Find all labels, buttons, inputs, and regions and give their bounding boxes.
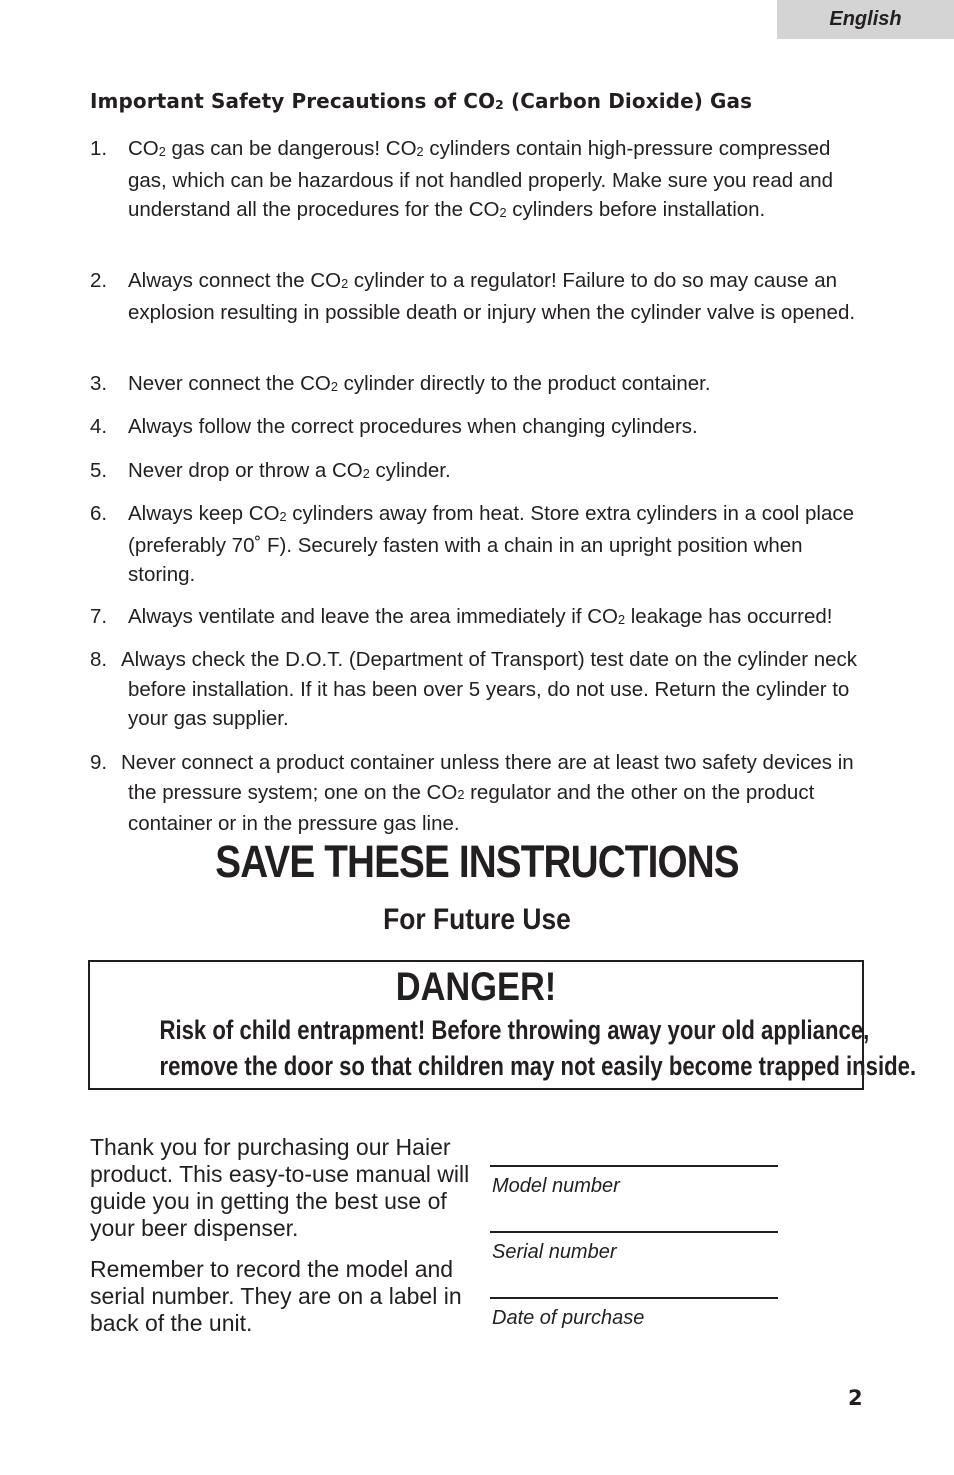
safety-item-5: 5. Never drop or throw a $CO_2$ cylinder. [90, 459, 451, 482]
safety-item-9: 9. Never connect a product container unless there are at least two safety devices in the pressure system; one on the $CO_2$ regulator and the other on the product container or in the pressure gas line. [90, 751, 854, 836]
save-instructions-title: SAVE THESE INSTRUCTIONS [215, 836, 739, 887]
model-number-field [490, 1165, 778, 1197]
safety-item-4: 4. Always follow the correct procedures when changing cylinders. [90, 415, 698, 438]
safety-item-3: 3. Never connect the $CO_2$ cylinder directly to the product container. [90, 372, 711, 395]
page-number: 2 [848, 1386, 863, 1410]
danger-title: DANGER! [395, 965, 557, 1009]
language-tab: English [777, 0, 954, 39]
safety-item-1: 1. $CO_2$ gas can be dangerous! $CO_2$ cylinders contain high-pressure compressed gas, which can be hazardous if not handled properly. Make sure you read and understand all the procedures for the $CO_2$ cylinders before installation. [90, 137, 834, 222]
date-of-purchase-label: Date of purchase [492, 1307, 645, 1329]
record-reminder-paragraph: Remember to record the model and serial number. They are on a label in back of the unit. [90, 1256, 462, 1336]
safety-item-7: 7. Always ventilate and leave the area immediately if $CO_2$ leakage has occurred! [90, 605, 833, 628]
danger-warning-box [88, 960, 917, 1090]
model-number-label: Model number [492, 1175, 620, 1197]
date-of-purchase-field [490, 1297, 778, 1329]
serial-number-field [490, 1231, 778, 1263]
safety-item-8: 8. Always check the D.O.T. (Department of Transport) test date on the cylinder neck before installation. If it has been over 5 years, do not use. Return the cylinder to your gas supplier. [90, 648, 858, 731]
danger-text: Risk of child entrapment! Before throwing away your old appliance, remove the door so that children may not easily become trapped inside. [159, 1015, 917, 1081]
thank-you-paragraph: Thank you for purchasing our Haier product. This easy-to-use manual will guide you in getting the best use of your beer dispenser. [90, 1134, 470, 1241]
safety-heading: Important Safety Precautions of $CO_2$ (Carbon Dioxide) Gas [90, 89, 753, 113]
future-use-subtitle: For Future Use [383, 903, 571, 936]
safety-item-2: 2. Always connect the $CO_2$ cylinder to a regulator! Failure to do so may cause an explosion resulting in possible death or injury when the cylinder valve is opened. [90, 269, 856, 324]
safety-item-6: 6. Always keep $CO_2$ cylinders away from heat. Store extra cylinders in a cool place (preferably 70˚ F). Securely fasten with a chain in an upright position when storing. [90, 502, 855, 587]
serial-number-label: Serial number [492, 1241, 617, 1263]
